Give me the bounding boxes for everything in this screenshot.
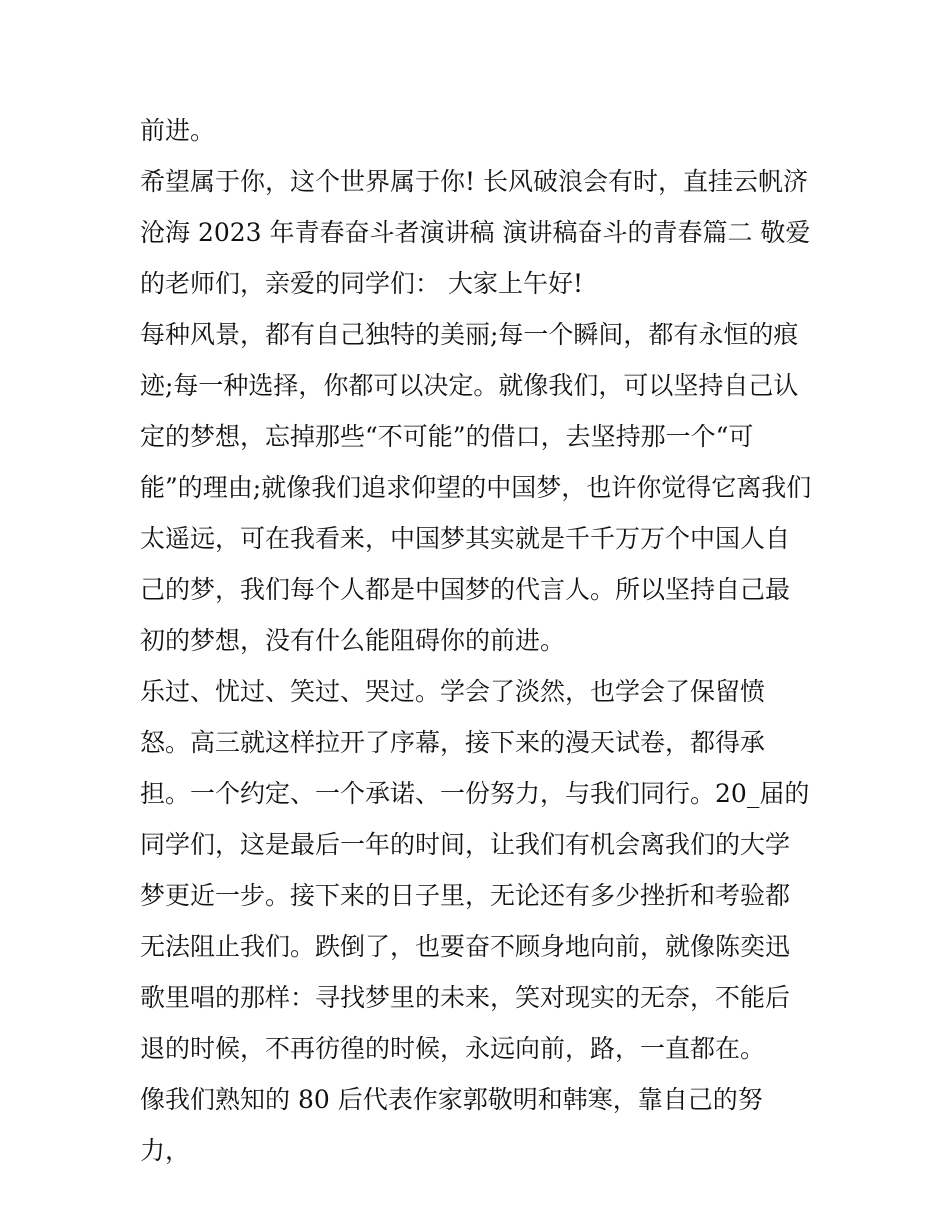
paragraph-4: 乐过、忧过、笑过、哭过。学会了淡然，也学会了保留愤怒。高三就这样拉开了序幕，接下来的漫天试卷，都得承担。一个约定、一个承诺、一份努力，与我们同行。20_届的同学们，这是最后一年的时间，让我们有机会离我们的大学梦更近一步。接下来的日子里，无论还有多少挫折和考验都无法阻止我们。跌倒了，也要奋不顾身地向前，就像陈奕迅歌里唱的那样：寻找梦里的未来，笑对现实的无奈，不能后退的时候，不再彷徨的时候，永远向前，路，一直都在。 (140, 677, 810, 1063)
paragraph-5: 像我们熟知的 80 后代表作家郭敬明和韩寒，靠自己的努力， (140, 1085, 763, 1165)
document-body (140, 105, 812, 1176)
paragraph-1: 前进。 (140, 116, 216, 145)
paragraph-3: 每种风景，都有自己独特的美丽;每一个瞬间，都有永恒的痕迹;每一种选择，你都可以决定。就像我们，可以坚持自己认定的梦想，忘掉那些“不可能”的借口，去坚持那一个“可能”的理由;就像我们追求仰望的中国梦，也许你觉得它离我们太遥远，可在我看来，中国梦其实就是千千万万个中国人自己的梦，我们每个人都是中国梦的代言人。所以坚持自己最初的梦想，没有什么能阻碍你的前进。 (140, 320, 812, 655)
paragraph-2: 希望属于你，这个世界属于你! 长风破浪会有时，直挂云帆济沧海 2023 年青春奋斗者演讲稿 演讲稿奋斗的青春篇二 敬爱的老师们，亲爱的同学们： 大家上午好! (140, 167, 811, 298)
